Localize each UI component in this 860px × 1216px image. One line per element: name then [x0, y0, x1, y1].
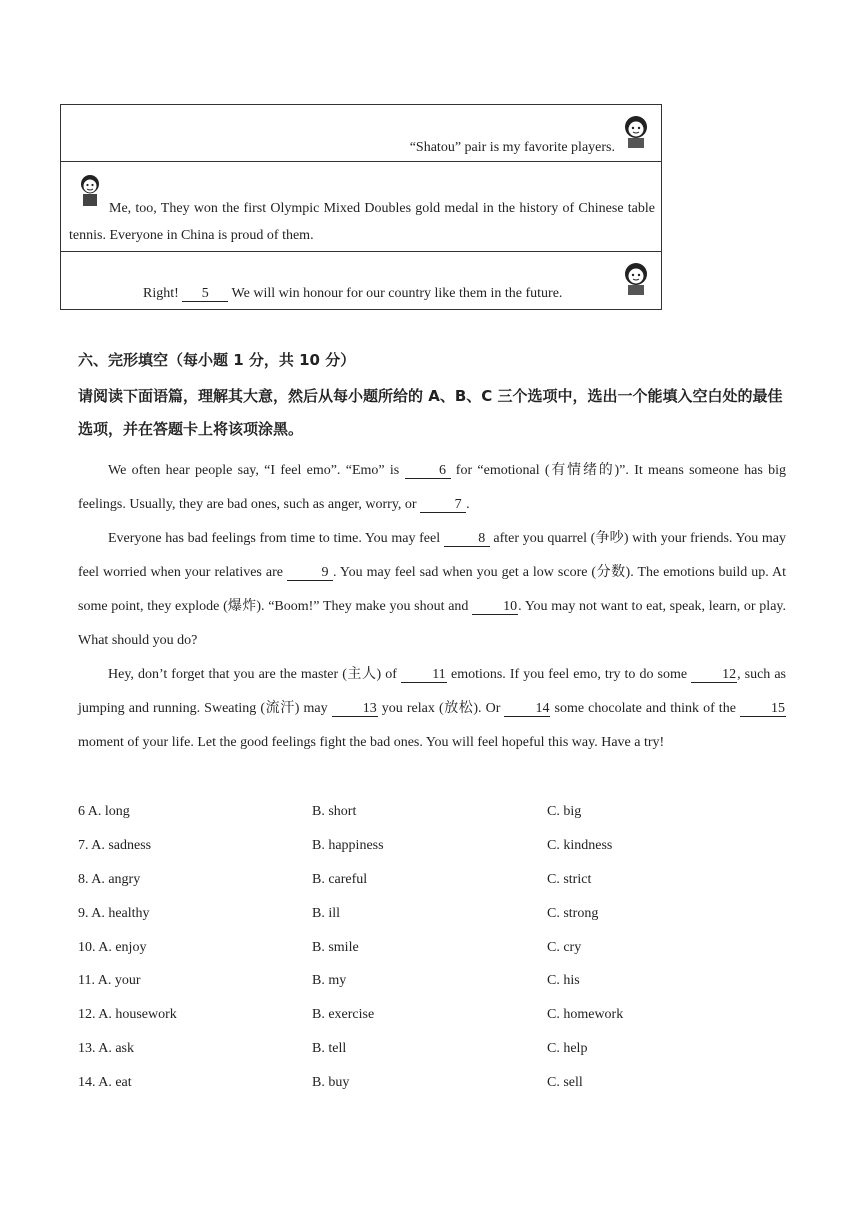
blank-11: 11 — [401, 668, 447, 683]
cloze-passage — [78, 454, 786, 760]
passage-paragraph-3: Hey, don’t forget that you are the master (主人) of 11 emotions. If you feel emo, try to do some 12, such as jumping and running. Sweating (流汗) may 13 you relax (放松). Or 14 some chocolate and think of the 15 moment of your life. Let the good feelings fight the bad ones. You will feel hopeful this way. Have a try! — [78, 667, 787, 750]
blank-8: 8 — [444, 532, 490, 547]
blank-6: 6 — [405, 464, 451, 479]
blank-12: 12 — [691, 668, 737, 683]
dialog-table — [60, 104, 662, 310]
option-row-10: 10. A. enjoy B. smile C. cry — [78, 939, 582, 955]
section-instruction: 请阅读下面语篇，理解其大意，然后从每小题所给的 A、B、C 三个选项中，选出一个能填入空白处的最佳选项，并在答题卡上将该项涂黑。 — [78, 387, 783, 438]
girl-avatar-icon — [621, 113, 651, 149]
option-row-6: 6 A. long B. short C. big — [78, 804, 582, 819]
blank-14: 14 — [504, 702, 550, 717]
option-row-11: 11. A. your B. my C. his — [78, 973, 580, 989]
blank-5: 5 — [182, 287, 228, 302]
blank-13: 13 — [332, 702, 378, 717]
dialog-row-1 — [61, 105, 661, 162]
blank-15: 15 — [740, 702, 786, 717]
dialog-row-3 — [61, 252, 661, 309]
option-row-14: 14. A. eat B. buy C. sell — [78, 1075, 583, 1091]
dialog-line-1: “Shatou” pair is my favorite players. — [409, 140, 615, 155]
options-list — [78, 797, 786, 1102]
passage-paragraph-1: We often hear people say, “I feel emo”. “Emo” is 6 for “emotional (有情绪的)”. It means someone has big feelings. Usually, they are bad ones, such as anger, worry, or 7 . — [78, 463, 786, 512]
blank-9: 9 — [287, 566, 333, 581]
dialog-line-2: Me, too, They won the first Olympic Mixed Doubles gold medal in the history of Chinese table tennis. Everyone in China is proud of them. — [69, 201, 655, 243]
dialog-line-3: Right! 5 We will win honour for our country like them in the future. — [143, 286, 563, 301]
option-row-13: 13. A. ask B. tell C. help — [78, 1041, 588, 1057]
option-row-8: 8. A. angry B. careful C. strict — [78, 871, 592, 887]
section-title: 六、完形填空（每小题 1 分，共 10 分） — [78, 351, 356, 369]
option-row-9: 9. A. healthy B. ill C. strong — [78, 905, 599, 921]
option-row-12: 12. A. housework B. exercise C. homework — [78, 1007, 624, 1023]
girl-avatar-icon — [621, 260, 651, 296]
blank-10: 10 — [472, 600, 518, 615]
passage-paragraph-2: Everyone has bad feelings from time to time. You may feel 8 after you quarrel (争吵) with your friends. You may feel worried when your relatives are 9 . You may feel sad when you get a low score (分数). The emotions build up. At some point, they explode (爆炸). “Boom!” They make you shout and 10. You may not want to eat, speak, learn, or play. What should you do? — [78, 531, 787, 648]
option-row-7: 7. A. sadness B. happiness C. kindness — [78, 837, 613, 853]
blank-7: 7 — [420, 498, 466, 513]
dialog-row-2 — [61, 162, 661, 252]
